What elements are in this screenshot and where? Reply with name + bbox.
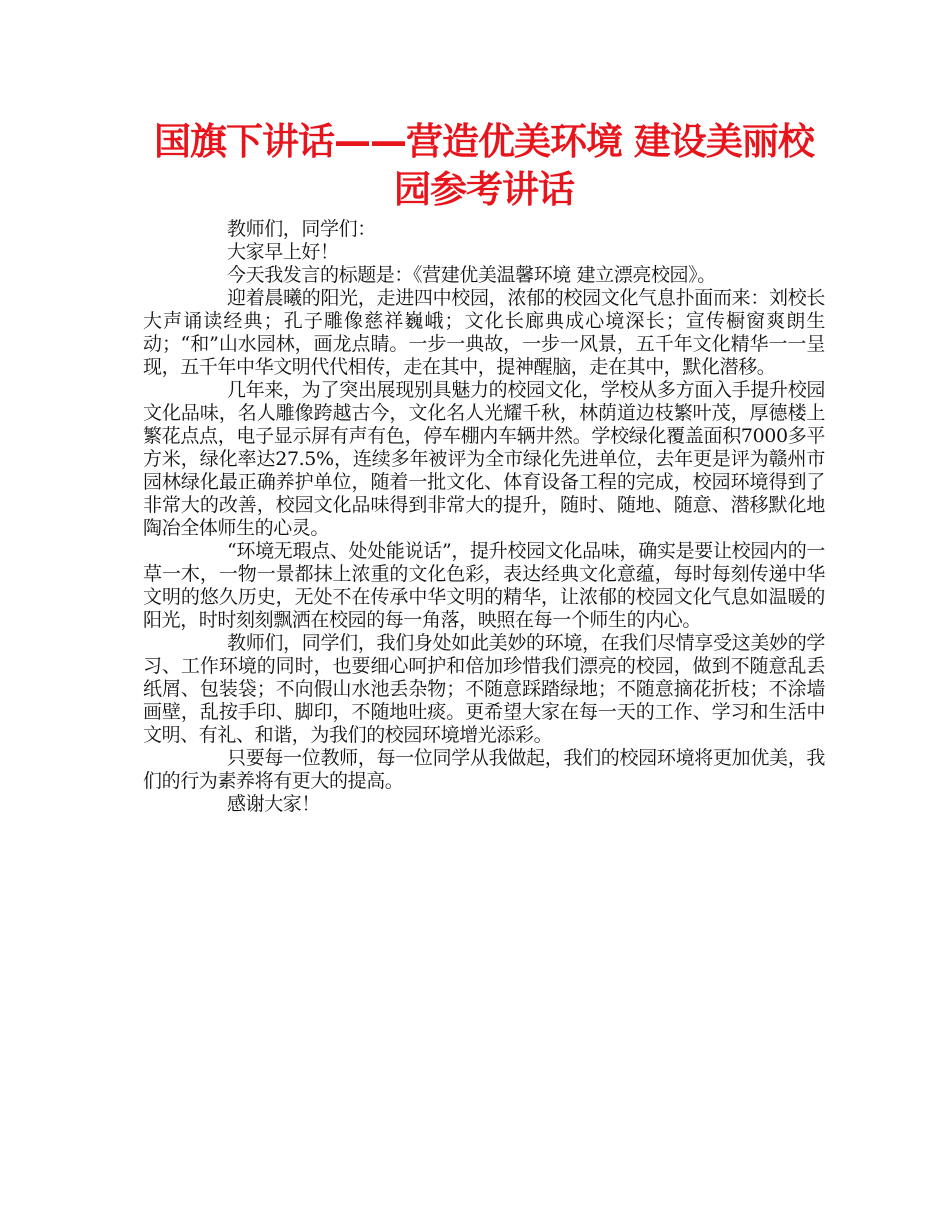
paragraph-recent-years: 几年来，为了突出展现别具魅力的校园文化，学校从多方面入手提升校园文化品味，名人雕像跨越古今，文化名人光耀千秋，林荫道边枝繁叶茂，厚德楼上繁花点点，电子显示屏有声有色，停车棚内车辆井然。学校绿化覆盖面积7000多平方米，绿化率达27.5%，连续多年被评为全市绿化先进单位，去年更是评为赣州市园林绿化最正确养护单位，随着一批文化、体育设备工程的完成，校园环境得到了非常大的改善，校园文化品味得到非常大的提升，随时、随地、随意、潜移默化地陶冶全体师生的心灵。 [143, 379, 825, 539]
paragraph-good-morning: 大家早上好！ [227, 241, 339, 263]
document-page [143, 118, 825, 816]
paragraph-environment-speaks: “环境无瑕点、处处能说话”，提升校园文化品味，确实是要让校园内的一草一木，一物一景都抹上浓重的文化色彩，表达经典文化意蕴，每时每刻传递中华文明的悠久历史，无处不在传承中华文明的精华，让浓郁的校园文化气息如温暖的阳光，时时刻刻飘洒在校园的每一角落，映照在每一个师生的内心。 [143, 540, 825, 631]
paragraph-conclusion: 只要每一位教师，每一位同学从我做起，我们的校园环境将更加优美，我们的行为素养将有更大的提高。 [143, 747, 825, 792]
paragraph-campus-culture: 迎着晨曦的阳光，走进四中校园，浓郁的校园文化气息扑面而来：刘校长大声诵读经典；孔子雕像慈祥巍峨；文化长廊典成心境深长；宣传橱窗爽朗生动；“和”山水园林，画龙点睛。一步一典故，一步一风景，五千年文化精华一一呈现，五千年中华文明代代相传，走在其中，提神醒脑，走在其中，默化潜移。 [143, 287, 825, 378]
paragraph-topic: 今天我发言的标题是：《营建优美温馨环境 建立漂亮校园》。 [227, 264, 716, 286]
document-body [143, 218, 825, 816]
paragraph-thanks: 感谢大家！ [227, 793, 321, 815]
paragraph-greeting: 教师们，同学们： [227, 218, 376, 240]
document-title: 国旗下讲话——营造优美环境 建设美丽校园参考讲话 [154, 120, 814, 211]
paragraph-appeal: 教师们，同学们，我们身处如此美妙的环境，在我们尽情享受这美妙的学习、工作环境的同时，也要细心呵护和倍加珍惜我们漂亮的校园，做到不随意乱丢纸屑、包装袋；不向假山水池丢杂物；不随意踩踏绿地；不随意摘花折枝；不涂墙画壁，乱按手印、脚印，不随地吐痰。更希望大家在每一天的工作、学习和生活中文明、有礼、和谐，为我们的校园环境增光添彩。 [143, 632, 825, 746]
